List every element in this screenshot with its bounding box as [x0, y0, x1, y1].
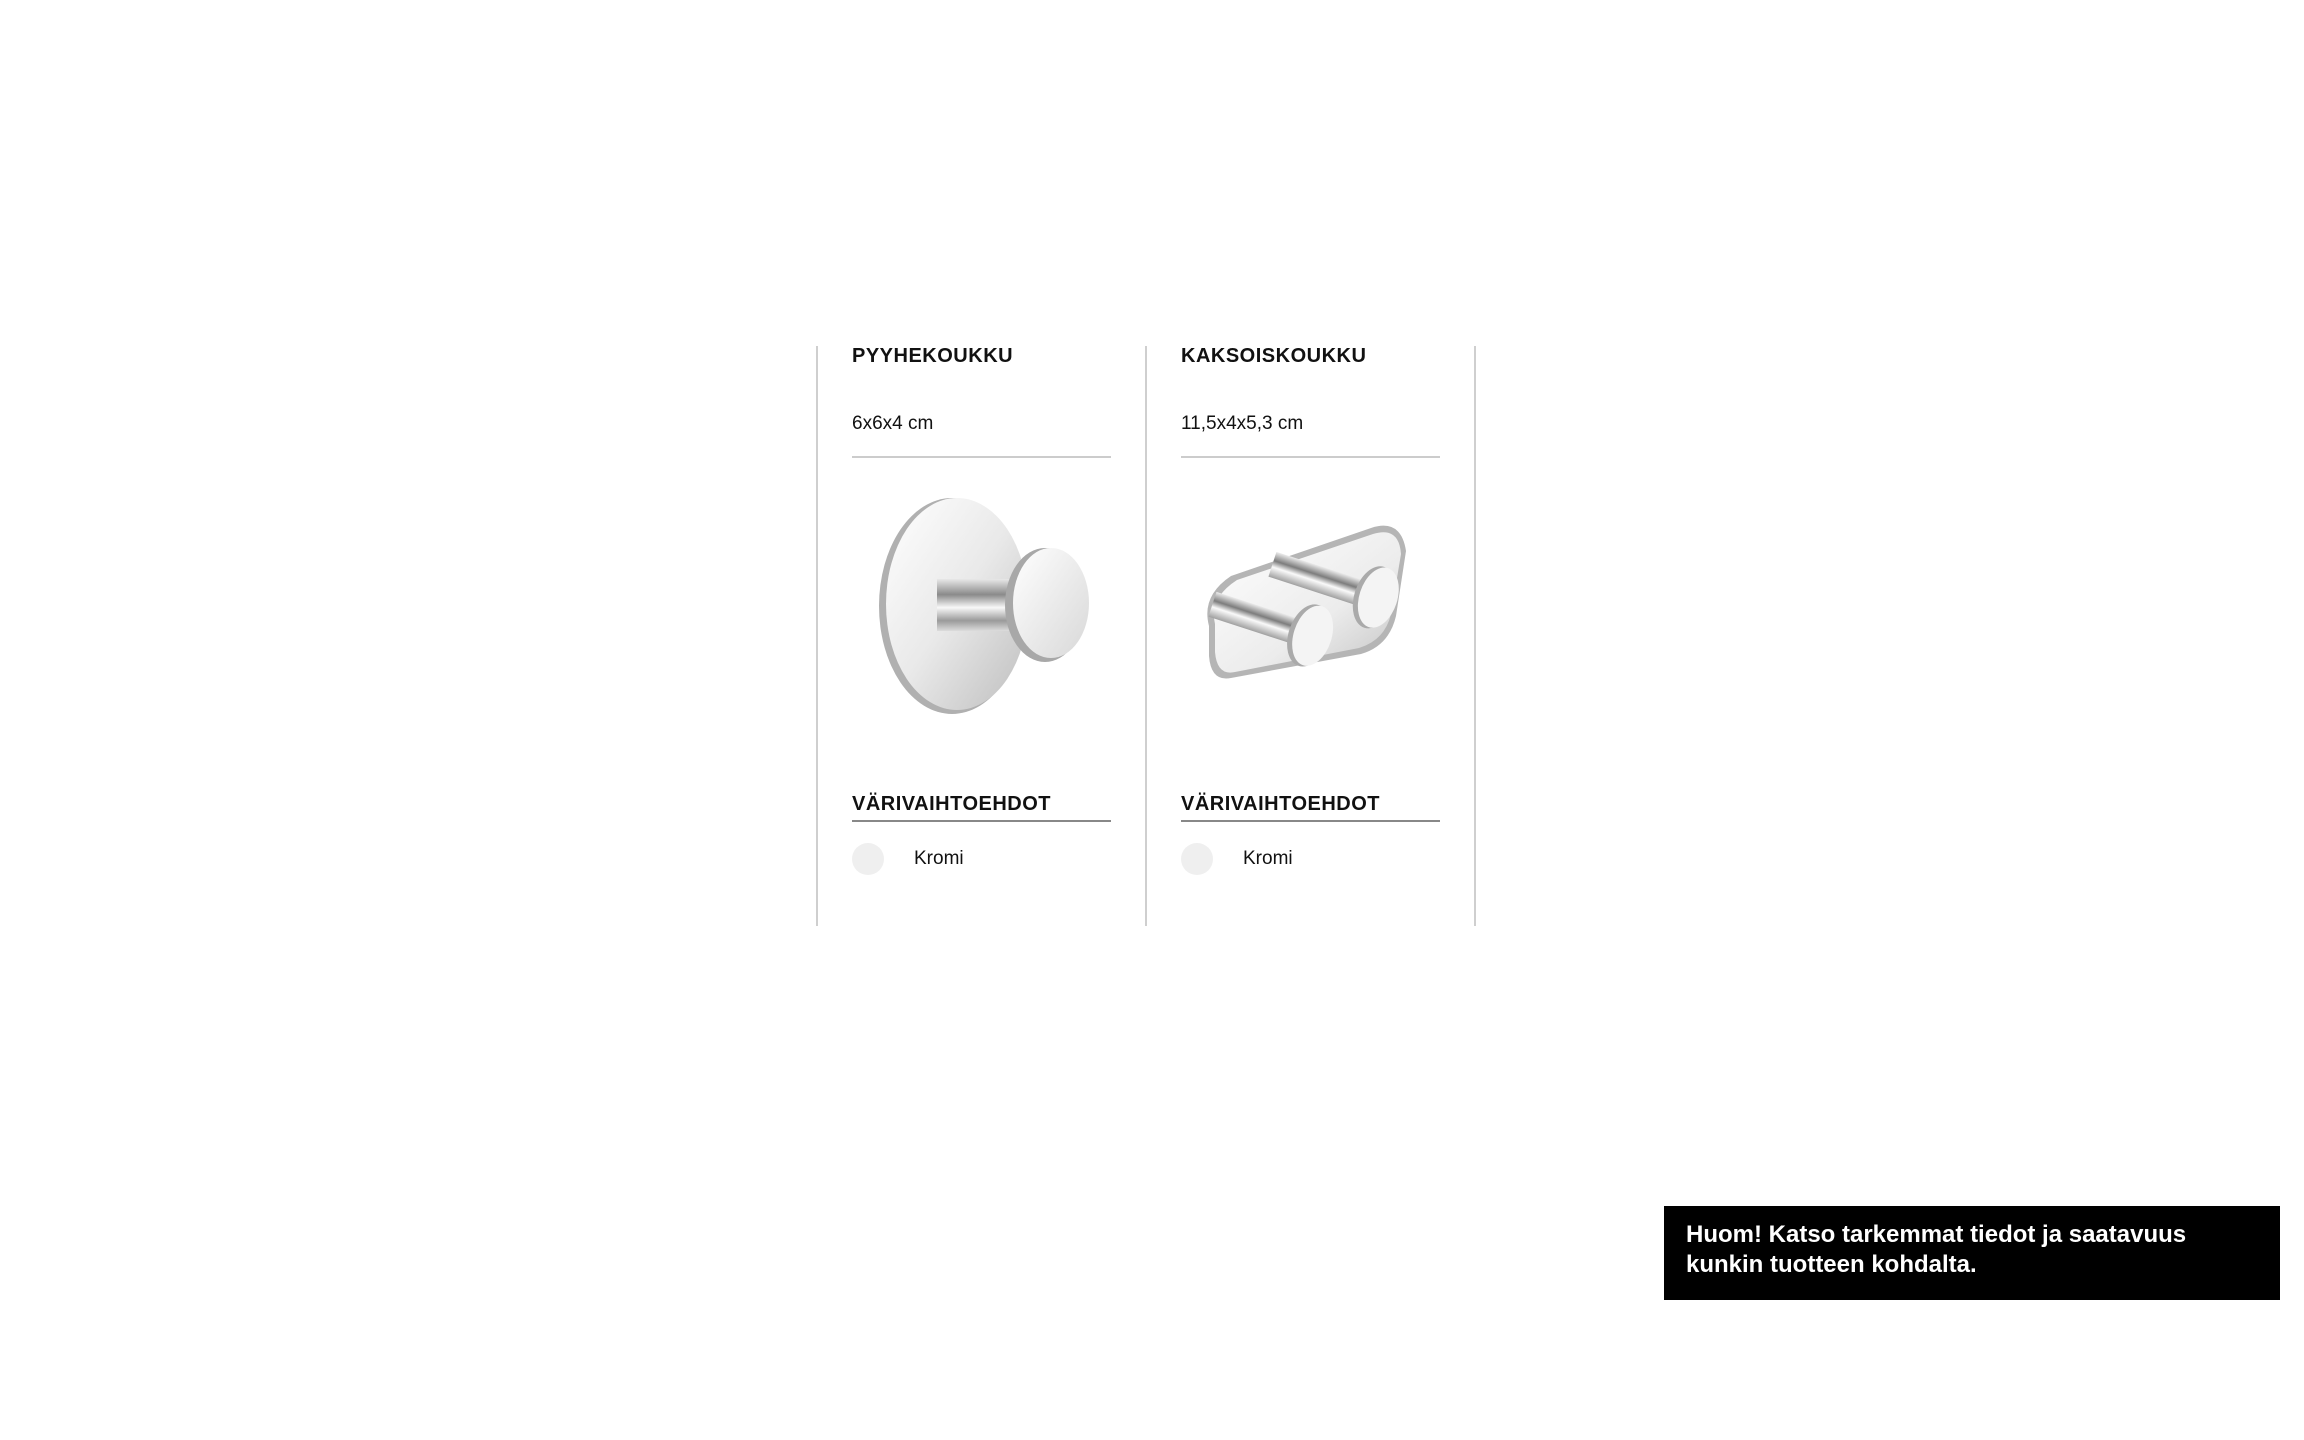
product-size: 11,5x4x5,3 cm — [1181, 413, 1304, 434]
color-option-label: Kromi — [1243, 848, 1293, 869]
product-title[interactable]: KAKSOISKOUKKU — [1181, 345, 1367, 367]
color-swatch[interactable] — [1181, 843, 1213, 875]
color-option-label: Kromi — [914, 848, 964, 869]
product-card — [1147, 346, 1474, 926]
double-hook-illustration — [1191, 506, 1431, 706]
double-hook-image[interactable] — [1181, 486, 1440, 726]
column-divider — [1474, 346, 1476, 926]
divider-line — [1181, 456, 1440, 458]
product-comparison — [816, 346, 1476, 926]
product-card — [818, 346, 1145, 926]
notice-text: Huom! Katso tarkemmat tiedot ja saatavuus kunkin tuotteen kohdalta. — [1686, 1221, 2187, 1278]
availability-notice — [1664, 1206, 2280, 1300]
product-size: 6x6x4 cm — [852, 413, 934, 434]
product-title[interactable]: PYYHEKOUKKU — [852, 345, 1014, 367]
divider-line — [852, 820, 1111, 822]
single-towel-hook-image[interactable] — [852, 486, 1111, 726]
towel-hook-illustration — [867, 491, 1097, 721]
color-options-title: VÄRIVAIHTOEHDOT — [852, 793, 1051, 815]
divider-line — [1181, 820, 1440, 822]
color-option[interactable] — [852, 843, 964, 875]
color-options-title: VÄRIVAIHTOEHDOT — [1181, 793, 1380, 815]
divider-line — [852, 456, 1111, 458]
color-swatch[interactable] — [852, 843, 884, 875]
color-option[interactable] — [1181, 843, 1293, 875]
